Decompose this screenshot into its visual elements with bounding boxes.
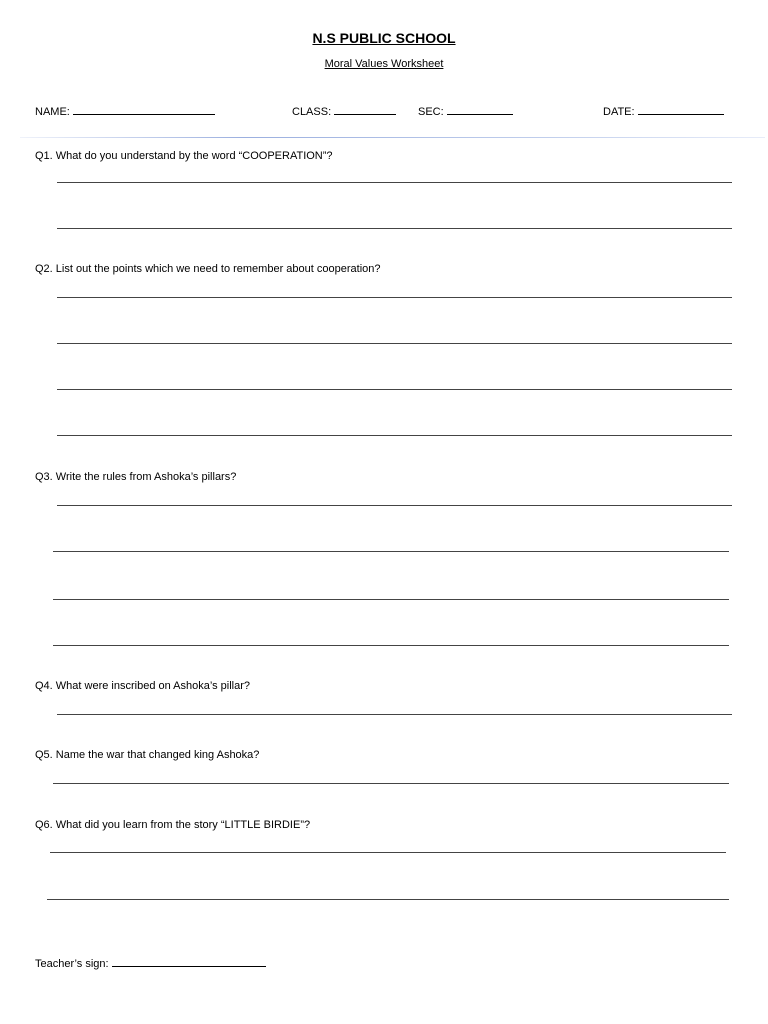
- class-field: [292, 104, 396, 118]
- question-5: Q5. Name the war that changed king Ashoka?: [35, 749, 260, 761]
- name-field: [35, 104, 215, 118]
- date-field: [603, 104, 724, 118]
- answer-line[interactable]: [53, 645, 729, 646]
- answer-line[interactable]: [57, 297, 732, 298]
- class-label: CLASS:: [292, 106, 332, 118]
- name-label: NAME:: [35, 106, 70, 118]
- question-2: Q2. List out the points which we need to remember about cooperation?: [35, 263, 381, 275]
- date-label: DATE:: [603, 106, 635, 118]
- name-blank[interactable]: [73, 104, 215, 115]
- answer-line[interactable]: [53, 551, 729, 552]
- answer-line[interactable]: [57, 343, 732, 344]
- teacher-sign-blank[interactable]: [112, 956, 266, 967]
- question-3: Q3. Write the rules from Ashoka’s pillars?: [35, 471, 237, 483]
- sec-label: SEC:: [418, 106, 444, 118]
- answer-line[interactable]: [53, 599, 729, 600]
- school-title: N.S PUBLIC SCHOOL: [312, 30, 456, 46]
- answer-line[interactable]: [53, 783, 729, 784]
- answer-line[interactable]: [57, 435, 732, 436]
- answer-line[interactable]: [57, 228, 732, 229]
- class-blank[interactable]: [334, 104, 396, 115]
- answer-line[interactable]: [50, 852, 726, 853]
- answer-line[interactable]: [57, 714, 732, 715]
- sec-blank[interactable]: [447, 104, 513, 115]
- answer-line[interactable]: [47, 899, 729, 900]
- answer-line[interactable]: [57, 182, 732, 183]
- sec-field: [418, 104, 513, 118]
- question-1: Q1. What do you understand by the word “COOPERATION”?: [35, 150, 333, 162]
- answer-line[interactable]: [57, 505, 732, 506]
- question-4: Q4. What were inscribed on Ashoka’s pillar?: [35, 680, 251, 692]
- date-blank[interactable]: [638, 104, 724, 115]
- teacher-sign-label: Teacher’s sign:: [35, 958, 109, 970]
- worksheet-subtitle: Moral Values Worksheet: [324, 58, 444, 70]
- teacher-sign-field: [35, 956, 266, 970]
- question-6: Q6. What did you learn from the story “LITTLE BIRDIE”?: [35, 819, 311, 831]
- header-separator: [20, 137, 765, 138]
- answer-line[interactable]: [57, 389, 732, 390]
